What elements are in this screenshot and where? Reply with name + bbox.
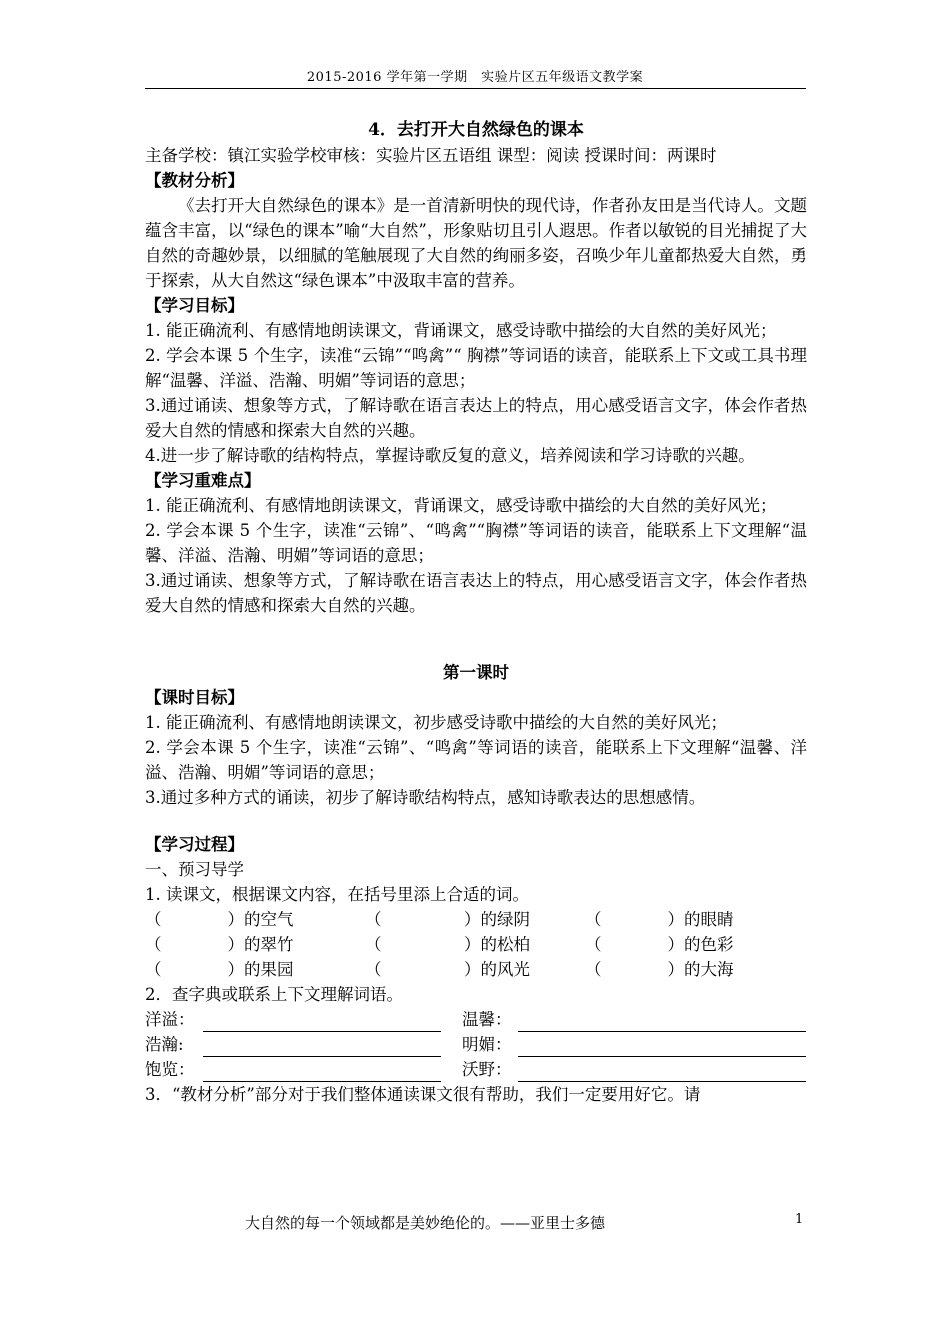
fill-row (145, 907, 807, 932)
fill-row (145, 932, 807, 957)
meta-info: 主备学校：镇江实验学校审核：实验片区五语组 课型：阅读 授课时间：两课时 (145, 146, 717, 165)
goal-item: 2. 学会本课 5 个生字，读准“云锦”“鸣禽”“ 胸襟”等词语的读音，能联系上下文或工具书理解“温馨、洋溢、浩瀚、明媚”等词语的意思； (145, 346, 807, 390)
fill-blank-item[interactable]: （ ）的翠竹 (145, 935, 294, 954)
lesson-title: 4．去打开大自然绿色的课本 (368, 120, 584, 140)
key-points-heading: 【学习重难点】 (145, 471, 261, 490)
analysis-text: 《去打开大自然绿色的课本》是一首清新明快的现代诗，作者孙友田是当代诗人。文题蕴含丰富，以“绿色的课本”喻“大自然”，形象贴切且引人遐思。作者以敏锐的目光捕捉了大自然的奇趣妙景，以细腻的笔触展现了大自然的绚丽多姿，召唤少年儿童都热爱大自然，勇于探索，从大自然这“绿色课本”中汲取丰富的营养。 (145, 196, 807, 290)
fill-blank-item[interactable]: （ ）的松柏 (365, 935, 530, 954)
vocab-term: 洋溢： (145, 1010, 195, 1029)
vocab-row (145, 1032, 807, 1057)
vocab-term: 浩瀚: (145, 1035, 184, 1054)
fill-row (145, 957, 807, 982)
lesson1-goal-item: 3.通过多种方式的诵读，初步了解诗歌结构特点，感知诗歌表达的思想感情。 (145, 788, 706, 807)
vocab-answer-line[interactable] (518, 1014, 806, 1032)
page-header: 2015-2016 学年第一学期 实验片区五年级语文教学案 (306, 70, 644, 85)
goal-item: 3.通过诵读、想象等方式，了解诗歌在语言表达上的特点，用心感受语言文字，体会作者热爱大自然的情感和探索大自然的兴趣。 (145, 396, 807, 440)
fill-blank-item[interactable]: （ ）的大海 (585, 960, 734, 979)
lesson1-goals-heading: 【课时目标】 (145, 688, 244, 707)
vocab-answer-line[interactable] (203, 1014, 441, 1032)
footer-quote: 大自然的每一个领域都是美妙绝伦的。——亚里士多德 (245, 1214, 606, 1232)
vocab-row (145, 1007, 807, 1032)
lesson1-title: 第一课时 (443, 663, 509, 682)
fill-blank-item[interactable]: （ ）的眼睛 (585, 910, 734, 929)
key-point-item: 2. 学会本课 5 个生字，读准“云锦”、“鸣禽”“胸襟”等词语的读音，能联系上下文理解“温馨、洋溢、浩瀚、明媚”等词语的意思； (145, 521, 807, 565)
vocab-row (145, 1057, 807, 1082)
spacer (145, 810, 807, 832)
goal-item: 4.进一步了解诗歌的结构特点，掌握诗歌反复的意义，培养阅读和学习诗歌的兴趣。 (145, 446, 755, 465)
process-heading: 【学习过程】 (145, 835, 244, 854)
page-number: 1 (795, 1212, 804, 1227)
vocab-term: 温馨： (462, 1010, 512, 1029)
lesson1-goal-item: 1. 能正确流利、有感情地朗读课文，初步感受诗歌中描绘的大自然的美好风光； (145, 713, 727, 732)
fill-blank-item[interactable]: （ ）的风光 (365, 960, 530, 979)
vocab-term: 沃野： (462, 1060, 512, 1079)
vocab-answer-line[interactable] (518, 1039, 806, 1057)
section-preview: 一、预习导学 (145, 860, 244, 879)
analysis-heading: 【教材分析】 (145, 171, 244, 190)
fill-blank-item[interactable]: （ ）的绿阴 (365, 910, 530, 929)
question-3: 3．“教材分析”部分对于我们整体通读课文很有帮助，我们一定要用好它。请 (145, 1085, 701, 1104)
key-point-item: 3.通过诵读、想象等方式，了解诗歌在语言表达上的特点，用心感受语言文字，体会作者热爱大自然的情感和探索大自然的兴趣。 (145, 571, 807, 615)
fill-blank-item[interactable]: （ ）的空气 (145, 910, 294, 929)
vocab-answer-line[interactable] (518, 1064, 806, 1082)
vocab-answer-line[interactable] (203, 1039, 441, 1057)
vocab-term: 饱览： (145, 1060, 195, 1079)
header-divider (145, 88, 806, 89)
goal-item: 1. 能正确流利、有感情地朗读课文，背诵课文，感受诗歌中描绘的大自然的美好风光； (145, 321, 777, 340)
goals-heading: 【学习目标】 (145, 296, 244, 315)
fill-blank-item[interactable]: （ ）的色彩 (585, 935, 734, 954)
vocab-term: 明媚： (462, 1035, 512, 1054)
question-2: 2．查字典或联系上下文理解词语。 (145, 985, 403, 1004)
key-point-item: 1. 能正确流利、有感情地朗读课文，背诵课文，感受诗歌中描绘的大自然的美好风光； (145, 496, 777, 515)
page-content (145, 118, 807, 1107)
fill-blank-item[interactable]: （ ）的果园 (145, 960, 294, 979)
spacer (145, 618, 807, 660)
question-1: 1. 读课文，根据课文内容，在括号里添上合适的词。 (145, 885, 529, 904)
lesson1-goal-item: 2. 学会本课 5 个生字，读准“云锦”、“鸣禽”等词语的读音，能联系上下文理解“温馨、洋溢、浩瀚、明媚”等词语的意思； (145, 738, 807, 782)
vocab-answer-line[interactable] (203, 1064, 441, 1082)
